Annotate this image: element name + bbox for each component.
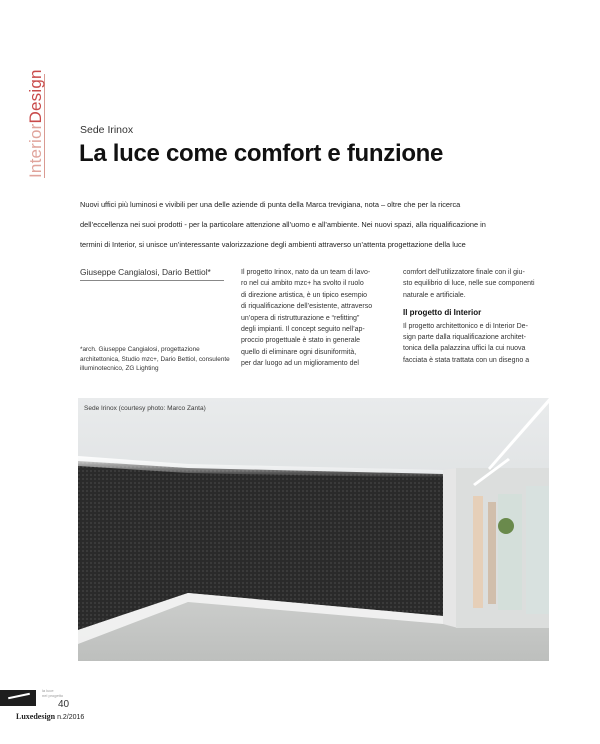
section-thumbnail bbox=[0, 690, 36, 706]
section-label-interior: Interior bbox=[26, 123, 45, 178]
body-line: di direzione artistica, è un tipico esempio bbox=[241, 291, 368, 299]
photo-caption: Sede Irinox (courtesy photo: Marco Zanta) bbox=[84, 405, 206, 412]
intro-line: termini di Interior, si unisce un’interessante valorizzazione degli ambienti attraverso un’attenta progettazione della luce bbox=[80, 240, 466, 249]
body-line: naturale e artificiale. bbox=[403, 291, 466, 299]
intro-line: Nuovi uffici più luminosi e vivibili per una delle aziende di punta della Marca trevigiana, nota – oltre che per la ricerca bbox=[80, 200, 461, 209]
mini-label: nel progetto bbox=[42, 693, 64, 698]
kicker: Sede Irinox bbox=[80, 124, 134, 136]
body-column-3 bbox=[403, 267, 553, 366]
office-photo bbox=[78, 398, 549, 661]
section-mini-labels bbox=[42, 688, 63, 698]
body-line: degli impianti. Il concept seguito nell’ap- bbox=[241, 326, 365, 334]
subheading: Il progetto di Interior bbox=[403, 308, 482, 318]
body-line: per dar luogo ad un miglioramento del bbox=[241, 360, 359, 368]
body-line: di riqualificazione dell’esistente, attraverso bbox=[241, 303, 373, 311]
body-line: Il progetto Irinox, nato da un team di lavo- bbox=[241, 269, 371, 276]
intro-paragraph bbox=[80, 195, 550, 255]
mini-label: la luce bbox=[42, 688, 54, 693]
body-line: un’opera di ristrutturazione e “refitting” bbox=[241, 314, 360, 322]
author-credits: *arch. Giuseppe Cangialosi, progettazione architettonica, Studio mzc+, Dario Bettiol, consulente illuminotecnico, ZG Lighting bbox=[80, 346, 230, 372]
authors: Giuseppe Cangialosi, Dario Bettiol* bbox=[80, 267, 211, 277]
headline: La luce come comfort e funzione bbox=[79, 140, 444, 167]
body-line: sign parte dalla riqualificazione architet- bbox=[403, 334, 526, 342]
magazine-name: Luxedesign bbox=[16, 712, 56, 721]
body-line: quello di eliminare ogni disuniformità, bbox=[241, 348, 357, 356]
body-line: Il progetto architettonico e di Interior De- bbox=[403, 322, 528, 330]
body-column-2 bbox=[241, 267, 391, 370]
body-line: ro nel cui ambito mzc+ ha svolto il ruolo bbox=[241, 280, 364, 288]
body-line: sto equilibrio di luce, nelle sue componenti bbox=[403, 280, 535, 288]
page-number: 40 bbox=[58, 699, 70, 710]
issue-number: n.2/2016 bbox=[57, 714, 85, 721]
authors-rule bbox=[80, 280, 224, 281]
body-line: facciata è stata trattata con un disegno a bbox=[403, 356, 530, 364]
section-label-design: Design bbox=[26, 69, 45, 124]
body-line: tonica della palazzina uffici la cui nuova bbox=[403, 345, 526, 353]
intro-line: dell’eccellenza nei suoi prodotti - per la particolare attenzione all’uomo e all’ambiente. Nei nuovi spazi, alla riqualificazione in bbox=[80, 220, 486, 229]
body-line: proccio progettuale è stato in generale bbox=[241, 337, 361, 345]
section-label bbox=[26, 69, 46, 178]
body-line: comfort dell’utilizzatore finale con il giu- bbox=[403, 269, 525, 276]
magazine-footer bbox=[16, 712, 84, 721]
